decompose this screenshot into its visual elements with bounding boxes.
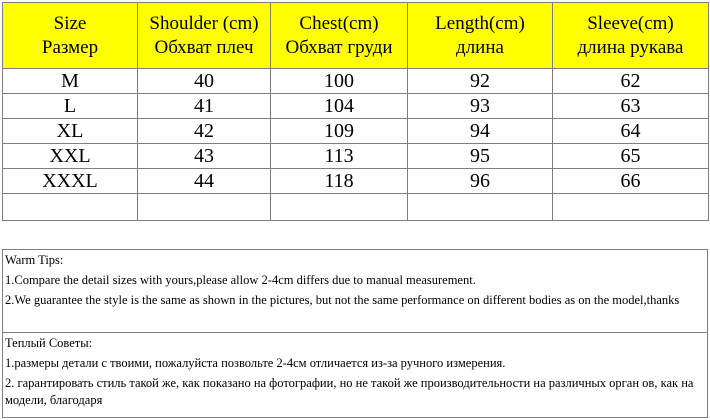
shoulder-cell: 40 bbox=[138, 69, 271, 94]
table-row bbox=[3, 169, 709, 194]
shoulder-cell: 43 bbox=[138, 144, 271, 169]
length-cell: 92 bbox=[408, 69, 553, 94]
table-row bbox=[3, 69, 709, 94]
empty-cell bbox=[553, 194, 709, 221]
size-cell: L bbox=[3, 94, 138, 119]
length-cell: 95 bbox=[408, 144, 553, 169]
shoulder-cell: 44 bbox=[138, 169, 271, 194]
warm-tips-title: Warm Tips: bbox=[5, 253, 64, 267]
table-row bbox=[3, 119, 709, 144]
sleeve-cell: 65 bbox=[553, 144, 709, 169]
sleeve-cell: 64 bbox=[553, 119, 709, 144]
shoulder-cell: 42 bbox=[138, 119, 271, 144]
warm-tips-line-2: 2.We guarantee the style is the same as shown in the pictures, but not the same performance on different bodies as on the model,thanks bbox=[5, 293, 680, 307]
header-size: Size Размер bbox=[3, 3, 138, 69]
warm-tips-en bbox=[2, 249, 708, 333]
length-cell: 94 bbox=[408, 119, 553, 144]
warm-tips-ru bbox=[2, 332, 708, 418]
header-shoulder: Shoulder (cm) Обхват плеч bbox=[138, 3, 271, 69]
warm-tips-ru-line-1: 1.размеры детали с твоими, пожалуйста позвольте 2-4см отличается из-за ручного измерения. bbox=[5, 356, 506, 370]
length-cell: 96 bbox=[408, 169, 553, 194]
warm-tips-line-1: 1.Compare the detail sizes with yours,please allow 2-4cm differs due to manual measurement. bbox=[5, 273, 476, 287]
size-cell: XXL bbox=[3, 144, 138, 169]
header-sleeve: Sleeve(cm) длина рукава bbox=[553, 3, 709, 69]
sleeve-cell: 62 bbox=[553, 69, 709, 94]
table-row bbox=[3, 144, 709, 169]
empty-cell bbox=[3, 194, 138, 221]
size-table bbox=[2, 2, 709, 221]
empty-cell bbox=[271, 194, 408, 221]
table-row bbox=[3, 94, 709, 119]
empty-cell bbox=[408, 194, 553, 221]
chest-cell: 113 bbox=[271, 144, 408, 169]
empty-cell bbox=[138, 194, 271, 221]
warm-tips-ru-line-2: 2. гарантировать стиль такой же, как показано на фотографии, но не такой же производительности на различных орган ов, как на модели, благодаря bbox=[5, 376, 694, 407]
empty-row bbox=[3, 194, 709, 221]
header-row bbox=[3, 3, 709, 69]
chest-cell: 109 bbox=[271, 119, 408, 144]
size-cell: XXXL bbox=[3, 169, 138, 194]
size-cell: M bbox=[3, 69, 138, 94]
chest-cell: 104 bbox=[271, 94, 408, 119]
chest-cell: 118 bbox=[271, 169, 408, 194]
warm-tips-ru-title: Теплый Советы: bbox=[5, 336, 93, 350]
header-length: Length(cm) длина bbox=[408, 3, 553, 69]
sleeve-cell: 66 bbox=[553, 169, 709, 194]
header-chest: Chest(cm) Обхват груди bbox=[271, 3, 408, 69]
shoulder-cell: 41 bbox=[138, 94, 271, 119]
sleeve-cell: 63 bbox=[553, 94, 709, 119]
chest-cell: 100 bbox=[271, 69, 408, 94]
size-cell: XL bbox=[3, 119, 138, 144]
length-cell: 93 bbox=[408, 94, 553, 119]
